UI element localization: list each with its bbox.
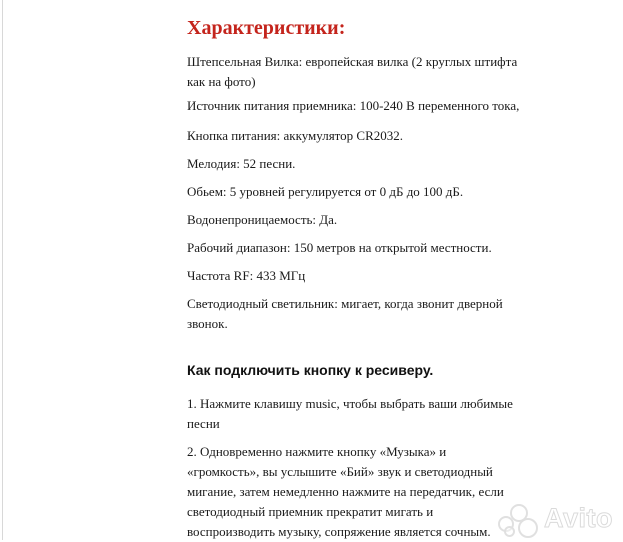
spec-plug: Штепсельная Вилка: европейская вилка (2 круглых штифта как на фото) (187, 54, 518, 89)
spec-melody: Мелодия: 52 песни. (187, 156, 296, 171)
spec-rf-frequency: Частота RF: 433 МГц (187, 268, 306, 283)
avito-watermark (498, 503, 613, 534)
spec-power-source: Источник питания приемника: 100-240 В переменного тока, (187, 98, 520, 113)
characteristics-heading: Характеристики: (187, 17, 346, 39)
watermark-text: Avito (544, 503, 613, 533)
spec-range: Рабочий диапазон: 150 метров на открытой местности. (187, 240, 492, 255)
avito-logo-icon (498, 504, 538, 534)
page-edge-divider (2, 0, 3, 540)
step-1: 1. Нажмите клавишу music, чтобы выбрать ваши любимые песни (187, 396, 513, 431)
content-column (187, 14, 527, 539)
spec-volume: Обьем: 5 уровней регулируется от 0 дБ до 100 дБ. (187, 184, 464, 199)
spec-waterproof: Водонепроницаемость: Да. (187, 212, 338, 227)
spec-led-light: Светодиодный светильник: мигает, когда звонит дверной звонок. (187, 296, 503, 331)
connect-heading: Как подключить кнопку к ресиверу. (187, 362, 434, 378)
step-2: 2. Одновременно нажмите кнопку «Музыка» и «громкость», вы услышите «Бий» звук и светодиодный мигание, затем немедленно нажмите на передатчик, если светодиодный приемник прекратит мигать и воспроизводить музыку, сопряжение является сочным. (187, 444, 504, 539)
spec-button-power: Кнопка питания: аккумулятор CR2032. (187, 128, 404, 143)
